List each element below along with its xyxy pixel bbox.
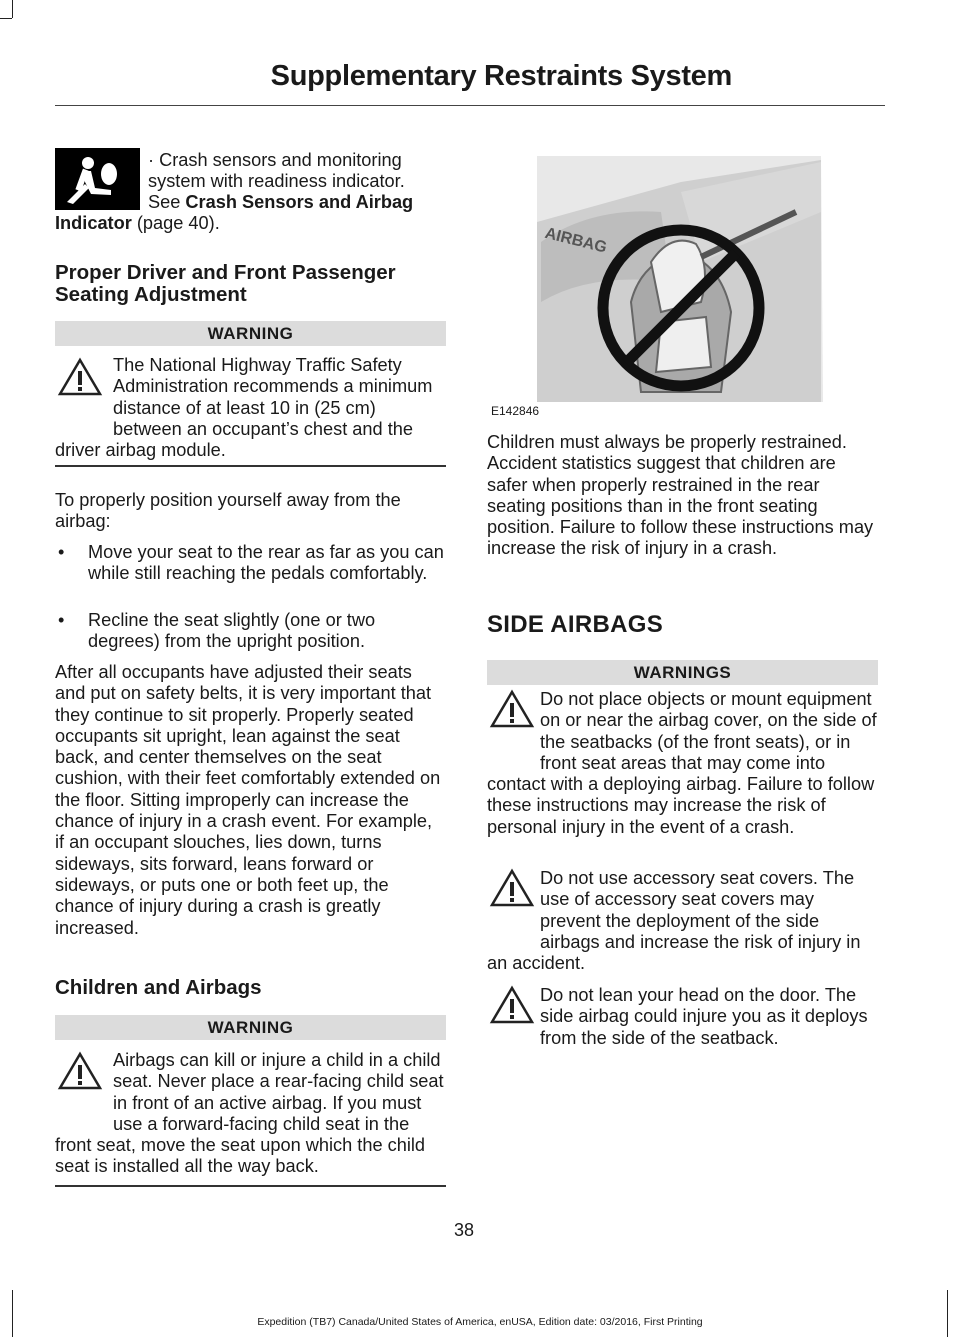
crop-mark [0,18,12,19]
intro-line1: · Crash sensors and monitoring [148,150,402,170]
airbag-occupant-icon [55,148,140,210]
indicator-link[interactable]: Indicator [55,213,132,233]
warning-text: Do not place objects or mount equipment on or near the airbag cover, on the side of the seatbacks (of the front seats), or in front seat areas that may come into contact with a deploying airbag. Failure to follow these instructions may increase the risk of personal injury in the event of a crash. [487,689,877,837]
bullet-marker: • [58,610,65,630]
warning-text: Do not lean your head on the door. The side airbag could injure you as it deploys from the side of the seatback. [540,985,868,1048]
warning-bar: WARNING [55,1015,446,1040]
footer-text: Expedition (TB7) Canada/United States of America, enUSA, Edition date: 03/2016, First Printing [257,1316,703,1328]
child-seat-airbag-figure [531,152,827,404]
list-item: Move your seat to the rear as far as you can while still reaching the pedals comfortably. [88,542,444,584]
warning-divider [55,1185,446,1187]
intro-ref-line [55,213,446,234]
bullet-marker: • [58,542,65,562]
children-paragraph: Children must always be properly restrained. Accident statistics suggest that children are safer when properly restrained in the rear seating positions than in the front seating position. Failure to follow these instructions may increase the risk of injury in a crash. [487,432,874,559]
intro-see-line [148,192,446,213]
warning-text: Airbags can kill or injure a child in a child seat. Never place a rear-facing child seat in front of an active airbag. If you must use a forward-facing child seat in the front seat, move the seat upon which the child seat is installed all the way back. [55,1050,444,1177]
intro-line2: system with readiness indicator. [148,171,405,191]
crash-sensors-link[interactable]: Crash Sensors and Airbag [185,192,414,212]
warning-text: Do not use accessory seat covers. The use of accessory seat covers may prevent the deployment of the side airbags and increase the risk of injury in an accident. [487,868,861,974]
intro-page: (page 40). [131,213,220,233]
header-divider [55,105,885,106]
warning-bar: WARNING [55,321,446,346]
intro-see: See [148,192,186,212]
section-heading: Proper Driver and Front Passenger Seating Adjustment [55,261,396,306]
page-title: Supplementary Restraints System [270,60,732,92]
position-intro: To properly position yourself away from the airbag: [55,490,401,532]
section-heading: SIDE AIRBAGS [487,611,664,638]
crop-mark [12,1290,13,1337]
crop-mark [947,1290,948,1337]
warning-divider [55,465,446,467]
list-item: Recline the seat slightly (one or two degrees) from the upright position. [88,610,376,652]
crop-mark [12,0,13,18]
figure-label: E142846 [491,404,540,418]
figure-text: AIRBAG [543,224,609,257]
body-paragraph: After all occupants have adjusted their seats and put on safety belts, it is very important that they continue to sit properly. Properly seated occupants sit upright, lean against the seat back, and center themselves on the seat cushion, with their feet comfortably extended on the floor. Sitting improperly can increase the chance of injury in a crash event. For example, if an occupant slouches, lies down, turns sideways, sits forward, leans forward or sideways, or puts one or both feet up, the chance of injury during a crash is greatly increased. [55,662,441,938]
section-heading: Children and Airbags [55,976,262,999]
warning-bar: WARNINGS [487,660,878,685]
warning-text: The National Highway Traffic Safety Administration recommends a minimum distance of at least 10 in (25 cm) between an occupant’s chest and the driver airbag module. [55,355,433,461]
page-number: 38 [453,1220,475,1240]
